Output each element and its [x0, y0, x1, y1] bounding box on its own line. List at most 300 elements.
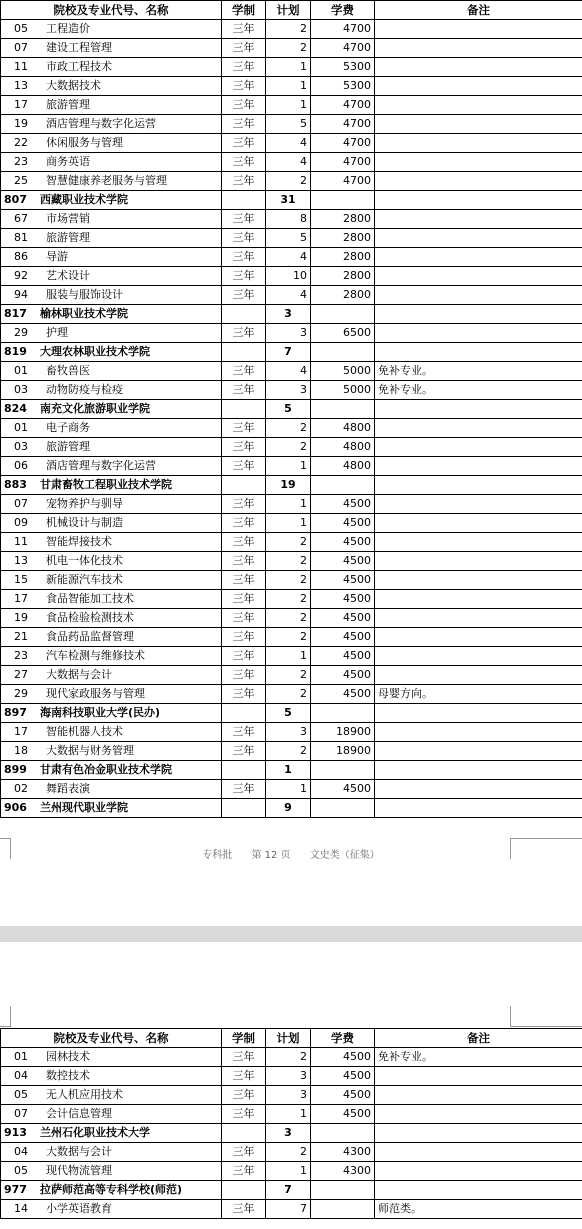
major-name: 休闲服务与管理	[46, 136, 123, 149]
fee-cell	[311, 1181, 375, 1200]
school-row	[1, 761, 582, 780]
major-name-cell	[1, 1048, 222, 1067]
school-row	[1, 191, 582, 210]
duration-cell: 三年	[222, 1067, 266, 1086]
note-cell	[375, 1143, 582, 1162]
duration-cell: 三年	[222, 666, 266, 685]
major-code: 86	[14, 250, 28, 263]
duration-cell: 三年	[222, 1200, 266, 1219]
major-row	[1, 248, 582, 267]
school-row	[1, 476, 582, 495]
plan-cell: 4	[266, 362, 311, 381]
major-name: 艺术设计	[46, 269, 90, 282]
fee-cell: 2800	[311, 248, 375, 267]
fee-cell: 4300	[311, 1143, 375, 1162]
major-code: 11	[14, 535, 28, 548]
major-name: 大数据与财务管理	[46, 744, 134, 757]
major-code: 19	[14, 117, 28, 130]
duration-cell	[222, 343, 266, 362]
note-cell	[375, 324, 582, 343]
duration-cell: 三年	[222, 590, 266, 609]
major-name: 市场营销	[46, 212, 90, 225]
note-cell	[375, 115, 582, 134]
note-cell: 免补专业。	[375, 1048, 582, 1067]
plan-cell: 1	[266, 1105, 311, 1124]
major-code: 18	[14, 744, 28, 757]
major-name-cell	[1, 286, 222, 305]
footer-batch: 专科批	[202, 850, 233, 861]
plan-cell: 7	[266, 1181, 311, 1200]
plan-cell: 2	[266, 172, 311, 191]
major-row	[1, 1067, 582, 1086]
major-name-cell	[1, 20, 222, 39]
school-row	[1, 704, 582, 723]
major-code: 17	[14, 98, 28, 111]
major-row	[1, 20, 582, 39]
duration-cell: 三年	[222, 96, 266, 115]
major-code: 04	[14, 1145, 28, 1158]
header-plan: 计划	[266, 1, 311, 20]
duration-cell	[222, 305, 266, 324]
note-cell: 免补专业。	[375, 381, 582, 400]
fee-cell: 4500	[311, 514, 375, 533]
plan-cell: 8	[266, 210, 311, 229]
note-cell	[375, 172, 582, 191]
major-code: 01	[14, 1050, 28, 1063]
fee-cell: 2800	[311, 286, 375, 305]
plan-cell: 2	[266, 39, 311, 58]
major-row	[1, 39, 582, 58]
note-cell	[375, 495, 582, 514]
duration-cell	[222, 476, 266, 495]
major-row	[1, 77, 582, 96]
note-cell	[375, 96, 582, 115]
fee-cell: 4300	[311, 1162, 375, 1181]
major-name-cell	[1, 1162, 222, 1181]
major-row	[1, 647, 582, 666]
major-name: 旅游管理	[46, 231, 90, 244]
plan-cell: 31	[266, 191, 311, 210]
duration-cell: 三年	[222, 514, 266, 533]
plan-cell: 3	[266, 381, 311, 400]
major-row	[1, 210, 582, 229]
major-name-cell	[1, 609, 222, 628]
major-name: 旅游管理	[46, 98, 90, 111]
school-name: 兰州现代职业学院	[40, 801, 128, 814]
fee-cell: 2800	[311, 229, 375, 248]
major-name: 机械设计与制造	[46, 516, 123, 529]
school-name-cell	[1, 305, 222, 324]
plan-cell: 2	[266, 685, 311, 704]
major-name: 小学英语教育	[46, 1202, 112, 1215]
school-code: 906	[4, 801, 27, 814]
fee-cell	[311, 761, 375, 780]
major-name: 新能源汽车技术	[46, 573, 123, 586]
plan-cell: 1	[266, 457, 311, 476]
major-name: 工程造价	[46, 22, 90, 35]
plan-cell: 2	[266, 20, 311, 39]
major-code: 15	[14, 573, 28, 586]
major-name-cell	[1, 666, 222, 685]
note-cell	[375, 723, 582, 742]
school-code: 977	[4, 1183, 27, 1196]
fee-cell: 4500	[311, 685, 375, 704]
fee-cell: 2800	[311, 210, 375, 229]
note-cell	[375, 628, 582, 647]
major-code: 09	[14, 516, 28, 529]
note-cell	[375, 742, 582, 761]
major-code: 23	[14, 155, 28, 168]
school-name: 拉萨师范高等专科学校(师范)	[40, 1183, 183, 1196]
school-name-cell	[1, 704, 222, 723]
major-name-cell	[1, 1143, 222, 1162]
major-code: 27	[14, 668, 28, 681]
plan-cell: 2	[266, 1048, 311, 1067]
fee-cell: 6500	[311, 324, 375, 343]
duration-cell: 三年	[222, 324, 266, 343]
duration-cell: 三年	[222, 723, 266, 742]
school-row	[1, 1124, 582, 1143]
major-name-cell	[1, 742, 222, 761]
major-code: 13	[14, 79, 28, 92]
duration-cell: 三年	[222, 229, 266, 248]
plan-cell: 2	[266, 742, 311, 761]
major-name: 护理	[46, 326, 68, 339]
school-name: 榆林职业技术学院	[40, 307, 128, 320]
major-name: 食品智能加工技术	[46, 592, 134, 605]
fee-cell: 2800	[311, 267, 375, 286]
note-cell	[375, 305, 582, 324]
major-row	[1, 1162, 582, 1181]
major-name: 宠物养护与驯导	[46, 497, 123, 510]
duration-cell	[222, 799, 266, 818]
major-code: 04	[14, 1069, 28, 1082]
plan-cell: 7	[266, 343, 311, 362]
plan-cell: 3	[266, 723, 311, 742]
plan-cell: 3	[266, 1086, 311, 1105]
plan-cell: 2	[266, 609, 311, 628]
plan-cell: 5	[266, 115, 311, 134]
fee-cell: 4700	[311, 172, 375, 191]
major-row	[1, 628, 582, 647]
school-row	[1, 1181, 582, 1200]
duration-cell	[222, 704, 266, 723]
major-row	[1, 1105, 582, 1124]
plan-cell: 2	[266, 533, 311, 552]
plan-cell: 1	[266, 58, 311, 77]
plan-cell: 5	[266, 400, 311, 419]
major-code: 92	[14, 269, 28, 282]
duration-cell: 三年	[222, 533, 266, 552]
major-code: 07	[14, 497, 28, 510]
fee-cell: 4500	[311, 571, 375, 590]
school-name: 南充文化旅游职业学院	[40, 402, 150, 415]
plan-cell: 1	[266, 514, 311, 533]
major-row	[1, 324, 582, 343]
major-name: 智慧健康养老服务与管理	[46, 174, 167, 187]
major-name: 大数据与会计	[46, 668, 112, 681]
major-name-cell	[1, 58, 222, 77]
note-cell	[375, 400, 582, 419]
major-row	[1, 666, 582, 685]
note-cell: 母婴方向。	[375, 685, 582, 704]
duration-cell: 三年	[222, 1105, 266, 1124]
duration-cell: 三年	[222, 381, 266, 400]
major-row	[1, 172, 582, 191]
duration-cell: 三年	[222, 267, 266, 286]
major-name: 会计信息管理	[46, 1107, 112, 1120]
major-name-cell	[1, 647, 222, 666]
note-cell	[375, 704, 582, 723]
note-cell	[375, 476, 582, 495]
note-cell	[375, 77, 582, 96]
duration-cell: 三年	[222, 457, 266, 476]
plan-cell: 3	[266, 1124, 311, 1143]
major-code: 07	[14, 1107, 28, 1120]
fee-cell	[311, 400, 375, 419]
duration-cell: 三年	[222, 77, 266, 96]
major-row	[1, 1143, 582, 1162]
major-name-cell	[1, 362, 222, 381]
plan-cell: 3	[266, 1067, 311, 1086]
admission-table-page-2	[0, 1028, 582, 1219]
major-code: 14	[14, 1202, 28, 1215]
major-code: 29	[14, 687, 28, 700]
major-code: 94	[14, 288, 28, 301]
major-code: 17	[14, 592, 28, 605]
duration-cell: 三年	[222, 1162, 266, 1181]
major-code: 13	[14, 554, 28, 567]
note-cell	[375, 780, 582, 799]
major-name: 大数据与会计	[46, 1145, 112, 1158]
school-row	[1, 799, 582, 818]
major-name-cell	[1, 495, 222, 514]
note-cell	[375, 438, 582, 457]
fee-cell	[311, 476, 375, 495]
note-cell: 师范类。	[375, 1200, 582, 1219]
plan-cell: 4	[266, 248, 311, 267]
fee-cell: 18900	[311, 742, 375, 761]
major-name-cell	[1, 1200, 222, 1219]
major-name-cell	[1, 780, 222, 799]
major-name-cell	[1, 381, 222, 400]
plan-cell: 3	[266, 324, 311, 343]
major-name-cell	[1, 590, 222, 609]
fee-cell: 4700	[311, 20, 375, 39]
fee-cell	[311, 343, 375, 362]
fee-cell: 4500	[311, 1086, 375, 1105]
fee-cell: 4500	[311, 495, 375, 514]
major-row	[1, 419, 582, 438]
school-row	[1, 343, 582, 362]
major-name: 舞蹈表演	[46, 782, 90, 795]
plan-cell: 1	[266, 1162, 311, 1181]
note-cell	[375, 191, 582, 210]
page-gap	[0, 926, 582, 942]
major-name-cell	[1, 628, 222, 647]
major-row	[1, 134, 582, 153]
fee-cell: 4800	[311, 419, 375, 438]
duration-cell: 三年	[222, 495, 266, 514]
plan-cell: 9	[266, 799, 311, 818]
note-cell	[375, 590, 582, 609]
note-cell	[375, 267, 582, 286]
school-code: 897	[4, 706, 27, 719]
footer-category: 文史类（征集）	[309, 850, 380, 861]
major-row	[1, 362, 582, 381]
major-name-cell	[1, 210, 222, 229]
major-name-cell	[1, 77, 222, 96]
major-name-cell	[1, 1105, 222, 1124]
school-name: 兰州石化职业技术大学	[40, 1126, 150, 1139]
major-row	[1, 552, 582, 571]
fee-cell	[311, 305, 375, 324]
note-cell	[375, 1124, 582, 1143]
fee-cell	[311, 191, 375, 210]
major-code: 81	[14, 231, 28, 244]
header-duration: 学制	[222, 1, 266, 20]
major-name: 汽车检测与维修技术	[46, 649, 145, 662]
major-name: 商务英语	[46, 155, 90, 168]
major-code: 02	[14, 782, 28, 795]
major-code: 05	[14, 1164, 28, 1177]
header-fee: 学费	[311, 1029, 375, 1048]
school-name: 大理农林职业技术学院	[40, 345, 150, 358]
duration-cell: 三年	[222, 20, 266, 39]
note-cell	[375, 134, 582, 153]
school-name-cell	[1, 191, 222, 210]
major-code: 07	[14, 41, 28, 54]
fee-cell: 4700	[311, 39, 375, 58]
major-name: 建设工程管理	[46, 41, 112, 54]
major-name: 电子商务	[46, 421, 90, 434]
fee-cell: 4500	[311, 666, 375, 685]
header-note: 备注	[375, 1, 582, 20]
major-name-cell	[1, 552, 222, 571]
major-name-cell	[1, 685, 222, 704]
major-name: 现代物流管理	[46, 1164, 112, 1177]
major-name-cell	[1, 248, 222, 267]
note-cell	[375, 571, 582, 590]
major-name: 旅游管理	[46, 440, 90, 453]
duration-cell: 三年	[222, 134, 266, 153]
major-name-cell	[1, 324, 222, 343]
major-code: 01	[14, 421, 28, 434]
major-name: 智能机器人技术	[46, 725, 123, 738]
major-code: 22	[14, 136, 28, 149]
duration-cell: 三年	[222, 286, 266, 305]
plan-cell: 1	[266, 77, 311, 96]
fee-cell: 4500	[311, 647, 375, 666]
major-name-cell	[1, 115, 222, 134]
fee-cell: 4500	[311, 609, 375, 628]
fee-cell: 4700	[311, 134, 375, 153]
major-row	[1, 609, 582, 628]
duration-cell: 三年	[222, 419, 266, 438]
fee-cell: 4500	[311, 1048, 375, 1067]
major-row	[1, 571, 582, 590]
major-name-cell	[1, 571, 222, 590]
major-row	[1, 438, 582, 457]
duration-cell: 三年	[222, 362, 266, 381]
duration-cell: 三年	[222, 153, 266, 172]
duration-cell	[222, 1181, 266, 1200]
plan-cell: 5	[266, 229, 311, 248]
major-name: 园林技术	[46, 1050, 90, 1063]
school-name-cell	[1, 799, 222, 818]
plan-cell: 1	[266, 495, 311, 514]
duration-cell: 三年	[222, 172, 266, 191]
major-row	[1, 780, 582, 799]
major-row	[1, 229, 582, 248]
duration-cell: 三年	[222, 248, 266, 267]
major-name-cell	[1, 1086, 222, 1105]
plan-cell: 19	[266, 476, 311, 495]
page-footer	[0, 846, 582, 866]
major-code: 06	[14, 459, 28, 472]
note-cell	[375, 457, 582, 476]
duration-cell: 三年	[222, 438, 266, 457]
note-cell	[375, 1105, 582, 1124]
school-name: 西藏职业技术学院	[40, 193, 128, 206]
duration-cell: 三年	[222, 685, 266, 704]
major-name: 导游	[46, 250, 68, 263]
major-name-cell	[1, 419, 222, 438]
major-row	[1, 533, 582, 552]
major-name-cell	[1, 96, 222, 115]
note-cell	[375, 552, 582, 571]
fee-cell	[311, 1124, 375, 1143]
fee-cell: 4700	[311, 96, 375, 115]
duration-cell: 三年	[222, 39, 266, 58]
duration-cell: 三年	[222, 742, 266, 761]
school-code: 807	[4, 193, 27, 206]
fee-cell: 4800	[311, 457, 375, 476]
major-name: 智能焊接技术	[46, 535, 112, 548]
school-code: 883	[4, 478, 27, 491]
header-note: 备注	[375, 1029, 582, 1048]
school-name-cell	[1, 1181, 222, 1200]
school-code: 899	[4, 763, 27, 776]
major-row	[1, 58, 582, 77]
major-row	[1, 685, 582, 704]
note-cell	[375, 58, 582, 77]
major-name-cell	[1, 723, 222, 742]
note-cell	[375, 1086, 582, 1105]
fee-cell: 4700	[311, 153, 375, 172]
school-code: 817	[4, 307, 27, 320]
fee-cell: 4500	[311, 590, 375, 609]
major-name: 现代家政服务与管理	[46, 687, 145, 700]
major-name: 动物防疫与检疫	[46, 383, 123, 396]
major-name: 食品药品监督管理	[46, 630, 134, 643]
plan-cell: 4	[266, 153, 311, 172]
fee-cell: 4500	[311, 552, 375, 571]
major-code: 23	[14, 649, 28, 662]
fee-cell: 4500	[311, 533, 375, 552]
major-name-cell	[1, 153, 222, 172]
fee-cell	[311, 799, 375, 818]
plan-cell: 4	[266, 286, 311, 305]
school-code: 913	[4, 1126, 27, 1139]
school-name: 海南科技职业大学(民办)	[40, 706, 161, 719]
plan-cell: 2	[266, 1143, 311, 1162]
plan-cell: 4	[266, 134, 311, 153]
plan-cell: 3	[266, 305, 311, 324]
fee-cell	[311, 1200, 375, 1219]
plan-cell: 2	[266, 552, 311, 571]
major-row	[1, 457, 582, 476]
